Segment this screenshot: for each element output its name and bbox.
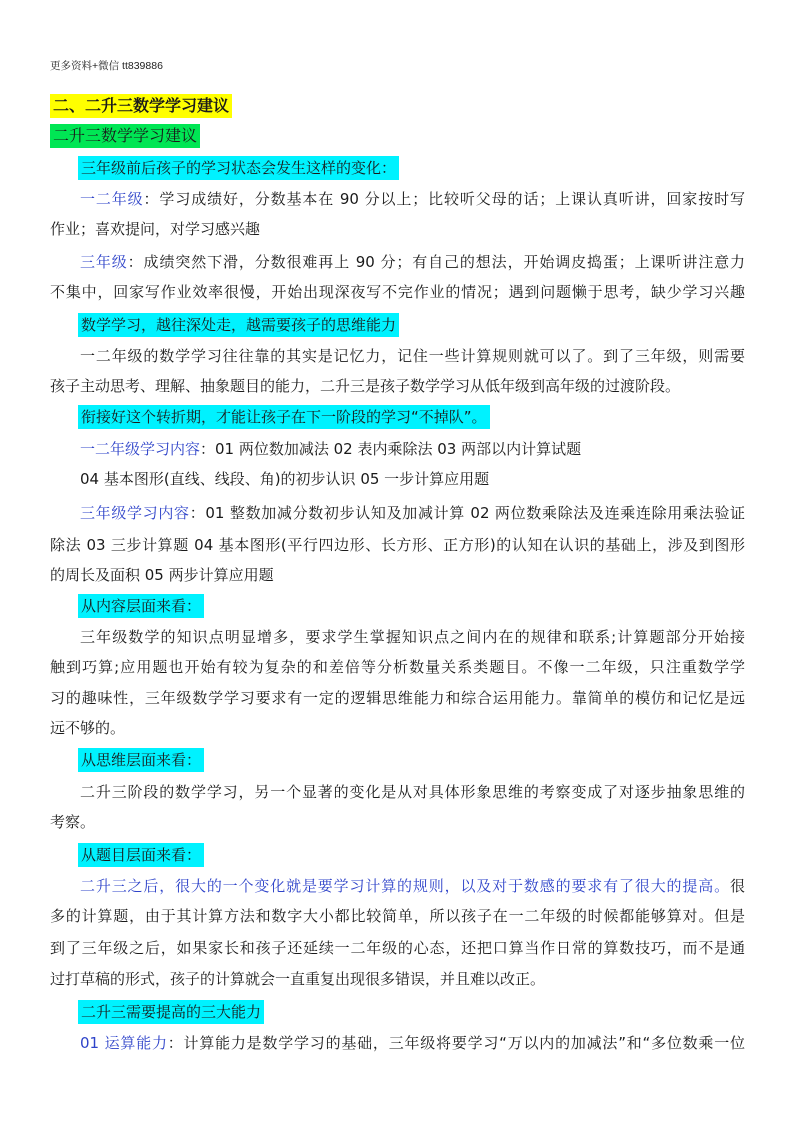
ability01-num: 01 [80, 1034, 100, 1052]
question-rest-1: 很 [729, 877, 745, 895]
content12-label: 一二年级学习内容 [80, 440, 201, 458]
grade3-line-2: 不集中，回家写作业效率很慢，开始出现深夜写不完作业的情况；遇到问题懒于思考，缺少学习兴趣 [50, 283, 745, 301]
content3-line-1 [80, 502, 745, 524]
question-para-line-3: 到了三年级之后，如果家长和孩子还延续一二年级的心态，还把口算当作日常的算数技巧，而不是通 [50, 939, 745, 957]
heading-abilities-line [78, 1000, 264, 1024]
ability01-line [80, 1032, 745, 1054]
heading-transition-line [78, 405, 490, 429]
heading-thinking-line [78, 313, 399, 337]
content3-line-2: 除法 03 三步计算题 04 基本图形(平行四边形、长方形、正方形)的认知在认识的基础上，涉及到图形 [50, 536, 745, 554]
content3-label: 三年级学习内容 [80, 504, 190, 522]
title-main-line [50, 94, 232, 118]
heading-content: 从内容层面来看： [78, 594, 204, 618]
content3-line-3: 的周长及面积 05 两步计算应用题 [50, 566, 274, 584]
grade3-label: 三年级 [80, 253, 128, 271]
content-para-line-2: 触到巧算;应用题也开始有较为复杂的和差倍等分析数量关系类题目。不像一二年级，只注重数学学 [50, 658, 745, 676]
memory-line-2: 孩子主动思考、理解、抽象题目的能力，二升三是孩子数学学习从低年级到高年级的过渡阶段。 [50, 377, 681, 395]
content-para-line-3: 习的趣味性，三年级数学学习要求有一定的逻辑思维能力和综合运用能力。靠简单的模仿和记忆是远 [50, 689, 745, 707]
mind-para-line-1: 二升三阶段的数学学习，另一个显著的变化是从对具体形象思维的考察变成了对逐步抽象思维的 [80, 783, 745, 801]
grade3-line-1 [80, 251, 745, 273]
heading-mind-line [78, 748, 204, 772]
heading-mind: 从思维层面来看： [78, 748, 204, 772]
content-para-line-1: 三年级数学的知识点明显增多，要求学生掌握知识点之间内在的规律和联系;计算题部分开始接 [80, 628, 745, 646]
heading-thinking: 数学学习，越往深处走，越需要孩子的思维能力 [78, 313, 399, 337]
title-main: 二、二升三数学学习建议 [50, 94, 232, 118]
heading-question: 从题目层面来看： [78, 843, 204, 867]
heading-abilities: 二升三需要提高的三大能力 [78, 1000, 264, 1024]
grade12-label: 一二年级 [80, 190, 144, 208]
question-para-line-2: 多的计算题，由于其计算方法和数字大小都比较简单，所以孩子在一二年级的时候都能够算对。但是 [50, 907, 745, 925]
title-sub-line [50, 124, 200, 148]
grade3-text-1: ：成绩突然下滑，分数很难再上 90 分；有自己的想法，开始调皮捣蛋；上课听讲注意力 [127, 253, 745, 271]
content12-line-1 [80, 438, 581, 460]
grade12-line-2: 作业；喜欢提问，对学习感兴趣 [50, 220, 261, 238]
ability01-text: ：计算能力是数学学习的基础，三年级将要学习“万以内的加减法”和“多位数乘一位 [167, 1034, 745, 1052]
content12-line-2: 04 基本图形(直线、线段、角)的初步认识 05 一步计算应用题 [80, 470, 490, 488]
ability01-label: 运算能力 [104, 1034, 168, 1052]
heading-question-line [78, 843, 204, 867]
title-sub: 二升三数学学习建议 [50, 124, 200, 148]
memory-line-1: 一二年级的数学学习往往靠的其实是记忆力，记住一些计算规则就可以了。到了三年级，则需要 [80, 347, 745, 365]
mind-para-line-2: 考察。 [50, 813, 96, 831]
heading-change-line [78, 156, 399, 180]
question-para-line-4: 过打草稿的形式，孩子的计算就会一直重复出现很多错误，并且难以改正。 [50, 970, 546, 988]
grade12-line-1 [80, 188, 745, 210]
heading-transition: 衔接好这个转折期，才能让孩子在下一阶段的学习“不掉队”。 [78, 405, 490, 429]
heading-content-line [78, 594, 204, 618]
question-para-line-1 [80, 875, 745, 897]
heading-change: 三年级前后孩子的学习状态会发生这样的变化： [78, 156, 399, 180]
question-blue-part: 二升三之后，很大的一个变化就是要学习计算的规则，以及对于数感的要求有了很大的提高。 [80, 877, 730, 895]
grade12-text-1: ：学习成绩好，分数基本在 90 分以上；比较听父母的话；上课认真听讲，回家按时写 [143, 190, 745, 208]
content12-text-1: ：01 两位数加减法 02 表内乘除法 03 两部以内计算试题 [200, 440, 582, 458]
header-note: 更多资料+微信 tt839886 [50, 60, 163, 72]
content-para-line-4: 远不够的。 [50, 719, 126, 737]
content3-text-1: ：01 整数加减分数初步认知及加减计算 02 两位数乘除法及连乘连除用乘法验证 [189, 504, 745, 522]
